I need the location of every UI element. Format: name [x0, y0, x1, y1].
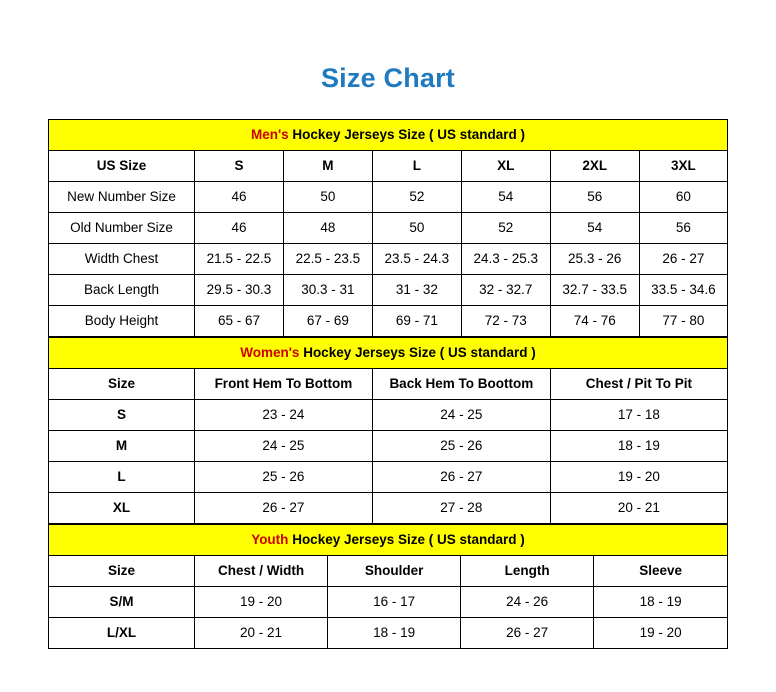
- youth-row-1-cell-2: 26 - 27: [461, 617, 594, 648]
- youth-row-1-cell-3: 19 - 20: [594, 617, 728, 648]
- mens-row-0-cell-2: 52: [372, 181, 461, 212]
- womens-band: [49, 337, 728, 368]
- mens-row-0-label: New Number Size: [49, 181, 195, 212]
- mens-row-3-cell-2: 31 - 32: [372, 274, 461, 305]
- womens-row-1-cell-0: 24 - 25: [194, 430, 372, 461]
- womens-band-rest: Hockey Jerseys Size ( US standard ): [299, 345, 536, 361]
- mens-row-2-cell-4: 25.3 - 26: [550, 243, 639, 274]
- mens-header-cell-2: M: [283, 150, 372, 181]
- page-title: Size Chart: [320, 63, 456, 93]
- mens-header-cell-1: S: [194, 150, 283, 181]
- womens-row-3-cell-0: 26 - 27: [194, 492, 372, 523]
- mens-header-cell-0: US Size: [49, 150, 195, 181]
- youth-header-cell-4: Sleeve: [594, 555, 728, 586]
- womens-row-0-cell-1: 24 - 25: [372, 399, 550, 430]
- mens-band-rest: Hockey Jerseys Size ( US standard ): [288, 127, 526, 143]
- mens-row-4-cell-5: 77 - 80: [639, 305, 727, 336]
- youth-header-cell-0: Size: [49, 555, 195, 586]
- womens-row-1-cell-1: 25 - 26: [372, 430, 550, 461]
- table-row: [49, 617, 728, 648]
- womens-row-2-label: L: [49, 461, 195, 492]
- mens-row-2-cell-0: 21.5 - 22.5: [194, 243, 283, 274]
- mens-band: [49, 119, 728, 150]
- mens-header-cell-4: XL: [461, 150, 550, 181]
- youth-row-0-cell-0: 19 - 20: [194, 586, 327, 617]
- table-row: [49, 430, 728, 461]
- mens-row-1-cell-1: 48: [283, 212, 372, 243]
- womens-row-0-cell-0: 23 - 24: [194, 399, 372, 430]
- youth-row-0-cell-2: 24 - 26: [461, 586, 594, 617]
- womens-row-2-cell-0: 25 - 26: [194, 461, 372, 492]
- table-row: [49, 274, 728, 305]
- youth-row-0-label: S/M: [49, 586, 195, 617]
- mens-row-0-cell-3: 54: [461, 181, 550, 212]
- mens-header-cell-5: 2XL: [550, 150, 639, 181]
- mens-row-2-cell-1: 22.5 - 23.5: [283, 243, 372, 274]
- table-row: [49, 181, 728, 212]
- mens-row-0-cell-5: 60: [639, 181, 727, 212]
- mens-row-3-cell-3: 32 - 32.7: [461, 274, 550, 305]
- mens-row-1-cell-4: 54: [550, 212, 639, 243]
- youth-size-table: [48, 524, 728, 649]
- table-row: [49, 586, 728, 617]
- mens-row-4-cell-1: 67 - 69: [283, 305, 372, 336]
- table-row: [49, 461, 728, 492]
- youth-band: [49, 524, 728, 555]
- youth-row-0-cell-1: 16 - 17: [328, 586, 461, 617]
- mens-size-table: [48, 119, 728, 337]
- womens-band-accent: Women's: [240, 345, 300, 361]
- mens-row-1-label: Old Number Size: [49, 212, 195, 243]
- mens-row-4-cell-0: 65 - 67: [194, 305, 283, 336]
- womens-header-cell-0: Size: [49, 368, 195, 399]
- mens-row-3-cell-1: 30.3 - 31: [283, 274, 372, 305]
- youth-band-accent: Youth: [251, 532, 289, 548]
- mens-row-2-label: Width Chest: [49, 243, 195, 274]
- mens-row-4-cell-3: 72 - 73: [461, 305, 550, 336]
- womens-row-3-label: XL: [49, 492, 195, 523]
- mens-row-4-cell-4: 74 - 76: [550, 305, 639, 336]
- mens-header-cell-6: 3XL: [639, 150, 727, 181]
- womens-header-cell-1: Front Hem To Bottom: [194, 368, 372, 399]
- mens-band-accent: Men's: [250, 127, 289, 143]
- mens-row-4-label: Body Height: [49, 305, 195, 336]
- womens-row-3-cell-1: 27 - 28: [372, 492, 550, 523]
- mens-row-1-cell-5: 56: [639, 212, 727, 243]
- table-row: [49, 492, 728, 523]
- mens-header-cell-3: L: [372, 150, 461, 181]
- womens-row-0-label: S: [49, 399, 195, 430]
- mens-row-2-cell-2: 23.5 - 24.3: [372, 243, 461, 274]
- youth-header-cell-2: Shoulder: [328, 555, 461, 586]
- youth-header-cell-1: Chest / Width: [194, 555, 327, 586]
- mens-row-2-cell-5: 26 - 27: [639, 243, 727, 274]
- womens-size-table: [48, 337, 728, 524]
- mens-band-row: [49, 119, 728, 150]
- mens-row-3-cell-5: 33.5 - 34.6: [639, 274, 727, 305]
- youth-row-0-cell-3: 18 - 19: [594, 586, 728, 617]
- womens-header-row: [49, 368, 728, 399]
- womens-row-1-label: M: [49, 430, 195, 461]
- mens-row-1-cell-2: 50: [372, 212, 461, 243]
- youth-row-1-label: L/XL: [49, 617, 195, 648]
- table-row: [49, 243, 728, 274]
- mens-row-3-cell-4: 32.7 - 33.5: [550, 274, 639, 305]
- womens-row-3-cell-2: 20 - 21: [550, 492, 727, 523]
- womens-band-row: [49, 337, 728, 368]
- tables-container: [48, 119, 728, 649]
- womens-row-2-cell-1: 26 - 27: [372, 461, 550, 492]
- mens-row-3-cell-0: 29.5 - 30.3: [194, 274, 283, 305]
- womens-header-cell-3: Chest / Pit To Pit: [550, 368, 727, 399]
- youth-row-1-cell-1: 18 - 19: [328, 617, 461, 648]
- youth-header-cell-3: Length: [461, 555, 594, 586]
- youth-band-row: [49, 524, 728, 555]
- womens-row-1-cell-2: 18 - 19: [550, 430, 727, 461]
- mens-row-0-cell-1: 50: [283, 181, 372, 212]
- womens-header-cell-2: Back Hem To Boottom: [372, 368, 550, 399]
- mens-row-1-cell-3: 52: [461, 212, 550, 243]
- mens-row-2-cell-3: 24.3 - 25.3: [461, 243, 550, 274]
- table-row: [49, 305, 728, 336]
- mens-row-0-cell-4: 56: [550, 181, 639, 212]
- youth-row-1-cell-0: 20 - 21: [194, 617, 327, 648]
- mens-row-4-cell-2: 69 - 71: [372, 305, 461, 336]
- table-row: [49, 212, 728, 243]
- womens-row-2-cell-2: 19 - 20: [550, 461, 727, 492]
- mens-header-row: [49, 150, 728, 181]
- youth-band-rest: Hockey Jerseys Size ( US standard ): [288, 532, 525, 548]
- mens-row-3-label: Back Length: [49, 274, 195, 305]
- table-row: [49, 399, 728, 430]
- mens-row-1-cell-0: 46: [194, 212, 283, 243]
- womens-row-0-cell-2: 17 - 18: [550, 399, 727, 430]
- youth-header-row: [49, 555, 728, 586]
- mens-row-0-cell-0: 46: [194, 181, 283, 212]
